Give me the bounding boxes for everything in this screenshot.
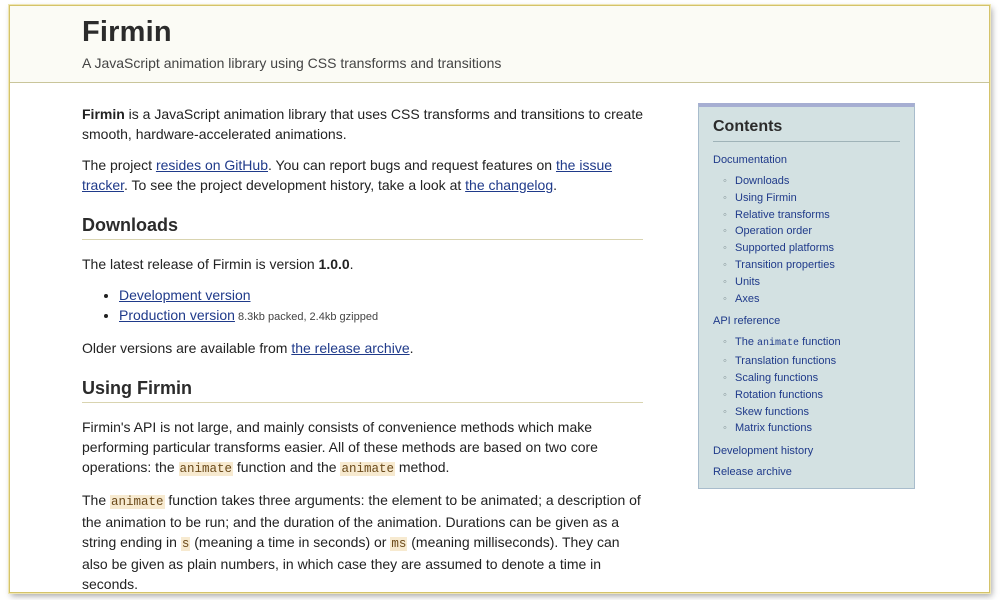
older-text: Older versions are available from bbox=[82, 340, 292, 356]
older-versions-paragraph bbox=[82, 338, 643, 358]
animate-text-2: function takes three arguments: the element to be animated; a description of the animation to be run; and the duration of the animation. Durations can be given as a string ending in bbox=[82, 492, 641, 550]
production-version-link[interactable]: Production version bbox=[119, 307, 235, 323]
milliseconds-code: ms bbox=[391, 537, 407, 551]
download-item bbox=[119, 285, 643, 305]
toc-link-translation-functions[interactable]: Translation functions bbox=[735, 355, 837, 368]
toc-item bbox=[723, 404, 900, 421]
release-archive-link[interactable]: the release archive bbox=[291, 340, 410, 356]
toc-release-archive-link[interactable]: Release archive bbox=[713, 466, 792, 479]
toc-link-downloads[interactable]: Downloads bbox=[735, 175, 790, 187]
toc-link-matrix-functions[interactable]: Matrix functions bbox=[735, 422, 813, 435]
animate-code: animate bbox=[179, 462, 233, 476]
animate-text-4: (meaning milliseconds). They can also be given as plain numbers, in which case they are assumed to denote a time in seconds. bbox=[82, 534, 620, 592]
production-size-note: 8.3kb packed, 2.4kb gzipped bbox=[234, 311, 379, 323]
download-list bbox=[119, 285, 643, 327]
api-text-1: Firmin's API is not large, and mainly consists of convenience methods which make performing particular transforms easier. All of these methods are based on two core operations: the bbox=[82, 419, 598, 475]
toc-documentation-link[interactable]: Documentation bbox=[713, 154, 787, 166]
toc-animate-post: function bbox=[799, 336, 841, 349]
development-version-link[interactable]: Development version bbox=[119, 287, 251, 303]
toc-link-rotation-functions[interactable]: Rotation functions bbox=[735, 388, 824, 401]
project-text-3: . To see the project development history, take a look at bbox=[124, 177, 466, 193]
toc-item bbox=[723, 420, 900, 437]
api-overview-paragraph bbox=[82, 417, 643, 479]
browser-frame bbox=[9, 5, 990, 593]
animate-code: animate bbox=[341, 462, 394, 476]
site-title: Firmin bbox=[82, 16, 172, 48]
toc-item bbox=[723, 274, 900, 291]
animate-text-3: (meaning a time in seconds) or bbox=[190, 534, 391, 550]
toc-documentation-list bbox=[723, 173, 900, 307]
toc-api-list bbox=[723, 334, 900, 437]
toc-item bbox=[723, 240, 900, 257]
version-number: 1.0.0 bbox=[318, 256, 350, 272]
site-tagline: A JavaScript animation library using CSS transforms and transitions bbox=[82, 55, 502, 71]
toc-item bbox=[723, 257, 900, 274]
toc-item bbox=[723, 173, 900, 190]
toc-animate-code: animate bbox=[757, 338, 800, 350]
site-header bbox=[10, 6, 989, 83]
project-text-4: . bbox=[553, 177, 557, 193]
intro-text: is a JavaScript animation library that uses CSS transforms and transitions to create smooth, hardware-accelerated animations. bbox=[82, 106, 644, 142]
toc-link-transition-properties[interactable]: Transition properties bbox=[735, 258, 835, 271]
github-link[interactable]: resides on GitHub bbox=[155, 157, 268, 173]
toc-item bbox=[723, 291, 900, 308]
older-end: . bbox=[409, 340, 414, 356]
main-content bbox=[82, 104, 643, 593]
toc-link-supported-platforms[interactable]: Supported platforms bbox=[735, 242, 835, 255]
animate-code: animate bbox=[111, 495, 164, 509]
toc-item bbox=[723, 207, 900, 224]
download-item bbox=[119, 305, 643, 327]
toc-item bbox=[723, 370, 900, 387]
changelog-link[interactable]: the changelog bbox=[465, 177, 554, 193]
toc-link-operation-order[interactable]: Operation order bbox=[735, 225, 813, 238]
toc-link-scaling-functions[interactable]: Scaling functions bbox=[735, 371, 819, 384]
toc-development-history-link[interactable]: Development history bbox=[713, 445, 814, 458]
toc-item bbox=[723, 387, 900, 404]
toc-link-axes[interactable]: Axes bbox=[735, 292, 760, 305]
toc-item bbox=[723, 223, 900, 240]
toc-link-units[interactable]: Units bbox=[735, 275, 761, 288]
project-text-1: The project bbox=[82, 157, 156, 173]
toc-item bbox=[723, 353, 900, 370]
toc-item bbox=[723, 334, 900, 353]
intro-strong: Firmin bbox=[82, 106, 125, 122]
animate-text-1: The bbox=[82, 492, 111, 508]
api-text-2: function and the bbox=[233, 459, 341, 475]
toc-api-reference-link[interactable]: API reference bbox=[713, 315, 781, 328]
toc-animate-pre: The bbox=[735, 336, 758, 349]
downloads-heading: Downloads bbox=[82, 215, 643, 240]
toc-link-relative-transforms[interactable]: Relative transforms bbox=[735, 208, 830, 221]
project-paragraph bbox=[82, 155, 643, 195]
api-text-3: method. bbox=[394, 459, 450, 475]
animate-function-paragraph bbox=[82, 490, 643, 593]
contents-title: Contents bbox=[713, 118, 900, 142]
toc-link-animate-function[interactable] bbox=[735, 336, 841, 348]
intro-paragraph bbox=[82, 104, 643, 144]
latest-text: The latest release of Firmin is version bbox=[82, 256, 319, 272]
toc-link-using-firmin[interactable]: Using Firmin bbox=[735, 191, 797, 204]
contents-sidebar bbox=[698, 103, 915, 489]
latest-release-paragraph bbox=[82, 254, 643, 274]
issue-tracker-link[interactable]: the issue tracker bbox=[82, 157, 613, 193]
toc-link-skew-functions[interactable]: Skew functions bbox=[735, 405, 809, 418]
seconds-code: s bbox=[181, 537, 190, 551]
project-text-2: . You can report bugs and request features on bbox=[268, 157, 556, 173]
using-firmin-heading: Using Firmin bbox=[82, 378, 643, 403]
toc-item bbox=[723, 190, 900, 207]
latest-end: . bbox=[349, 256, 354, 272]
